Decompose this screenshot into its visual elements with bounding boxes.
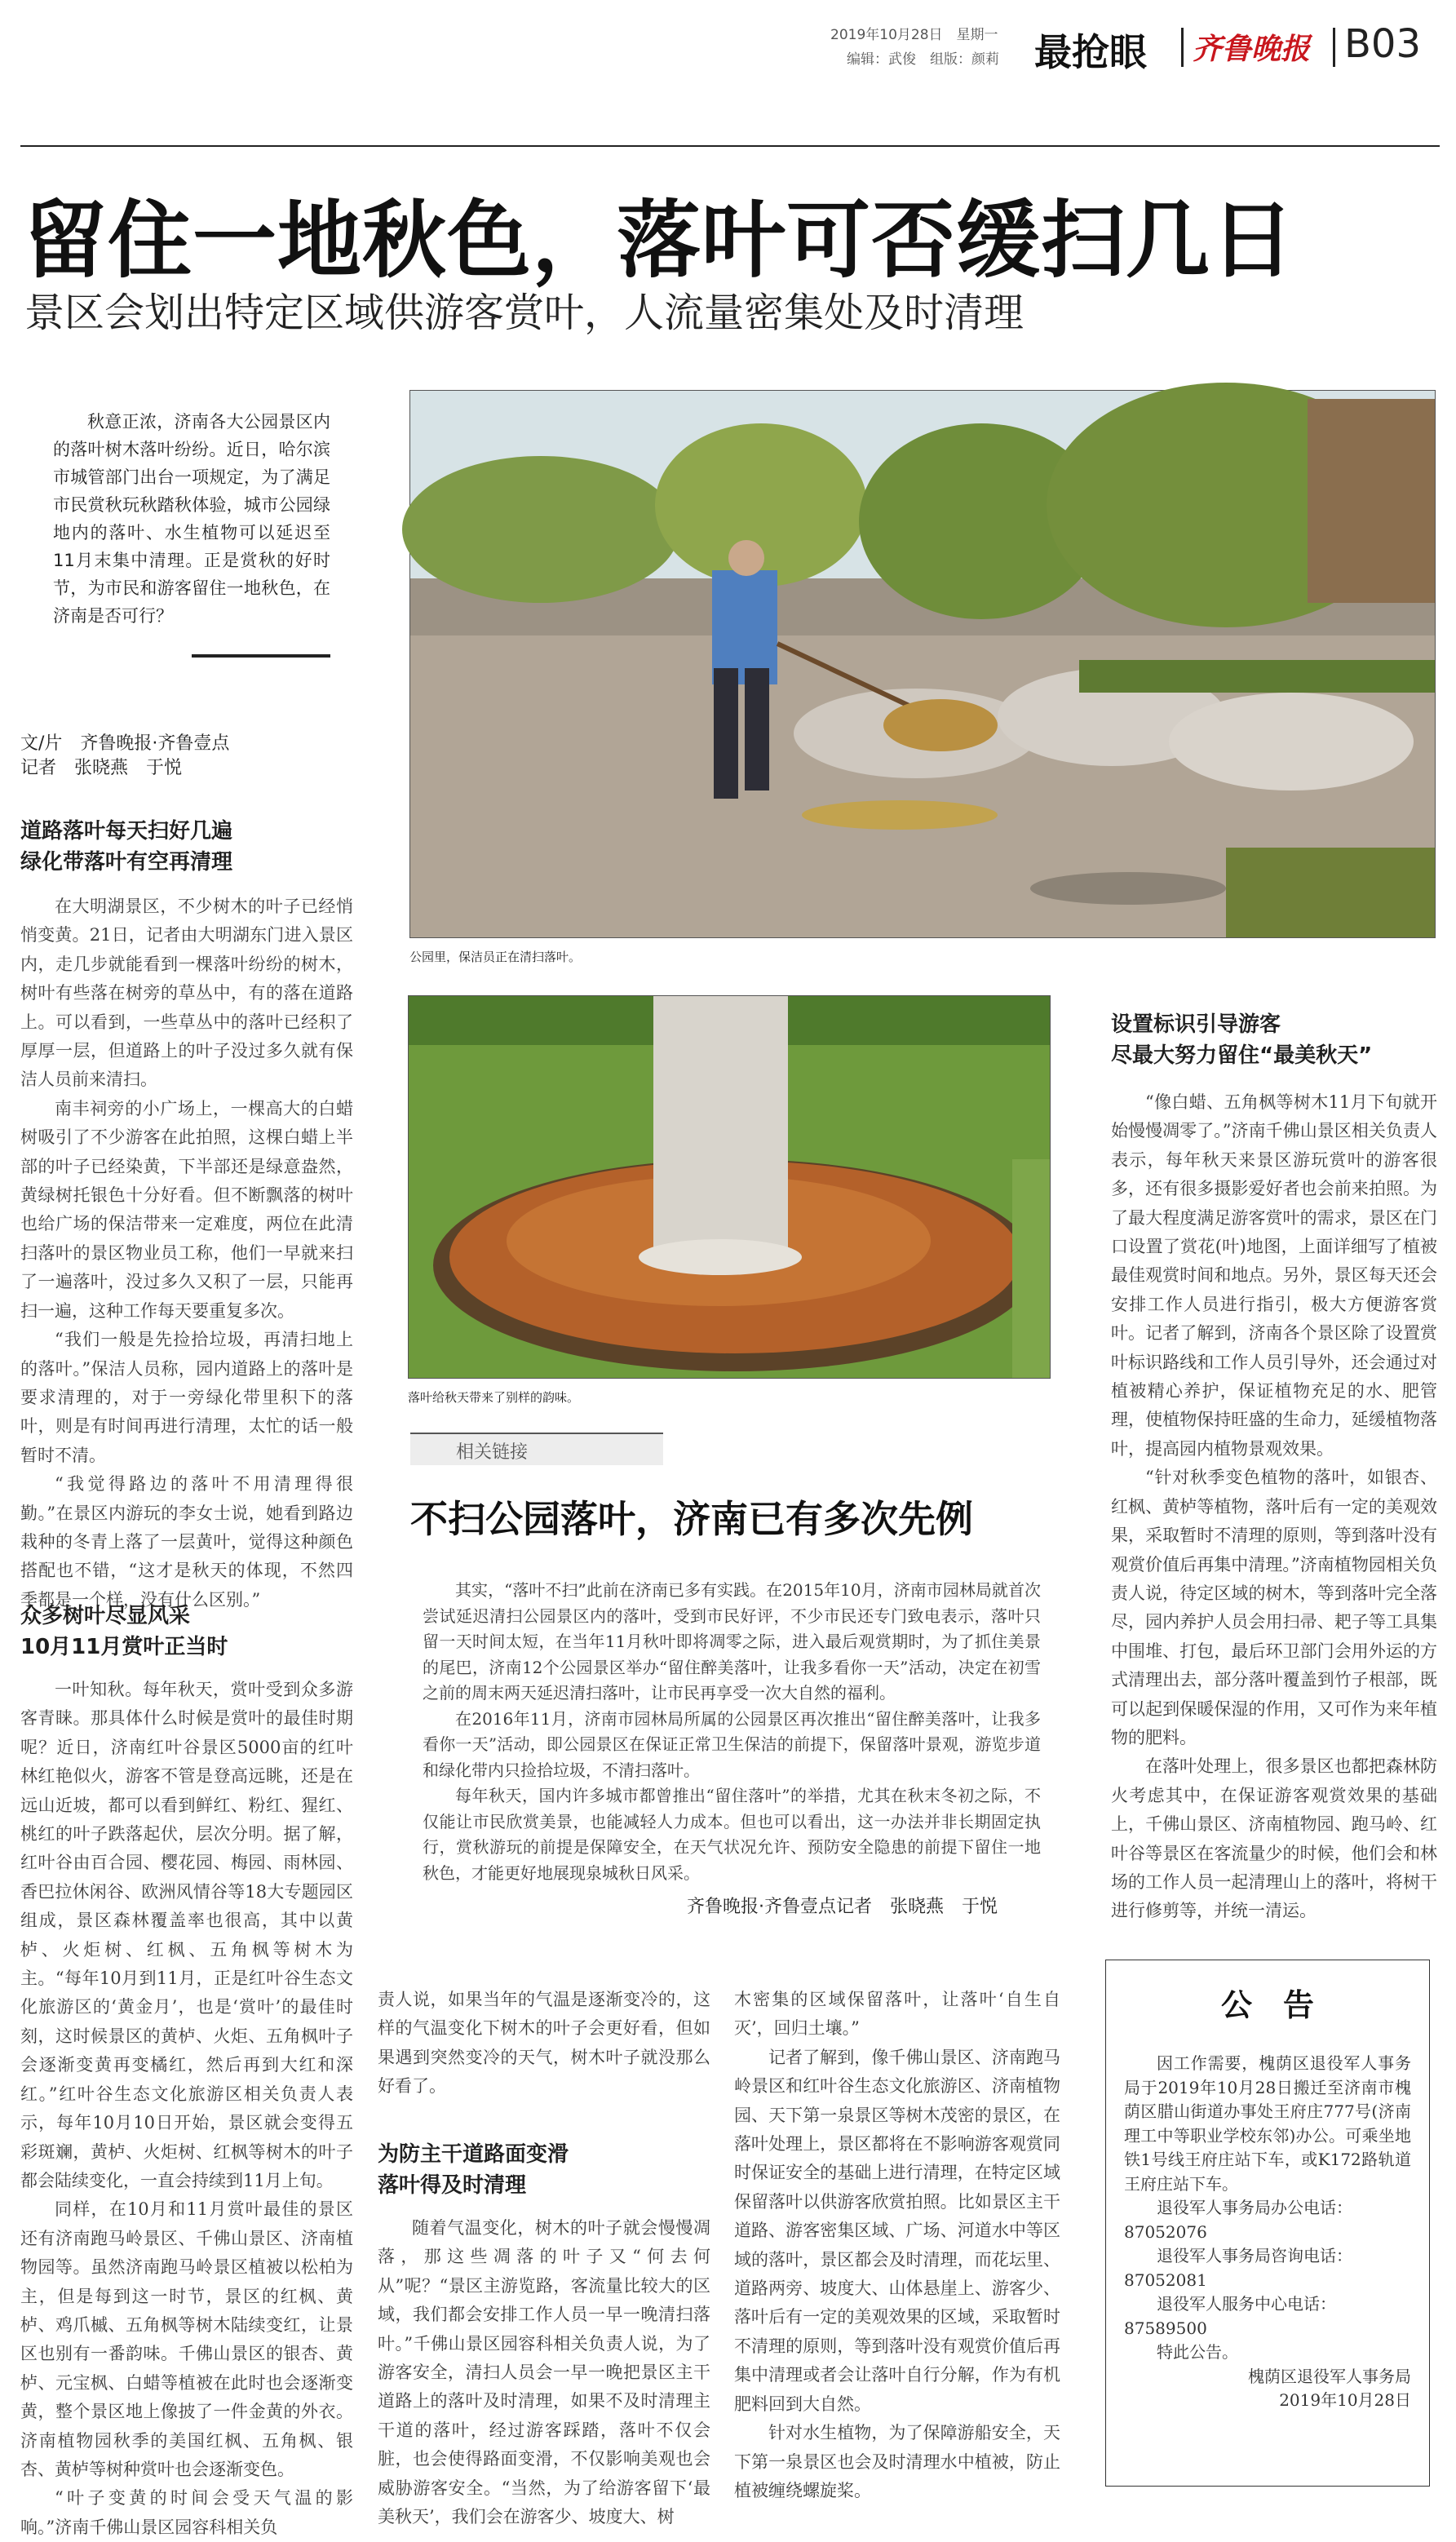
photo-sweeper xyxy=(409,390,1436,938)
related-byline: 齐鲁晚报·齐鲁壹点记者 张晓燕 于悦 xyxy=(687,1897,998,1917)
section4-body xyxy=(1111,1088,1437,1921)
notice-phone-3: 87589500 xyxy=(1124,2318,1207,2338)
section2-continued xyxy=(378,1986,710,2105)
section2-title-line1: 众多树叶尽显风采 xyxy=(20,1604,191,1628)
section3-title-line2: 落叶得及时清理 xyxy=(378,2173,527,2198)
section-name: 最抢眼 xyxy=(1034,30,1147,74)
leaves-photo-image xyxy=(409,996,1050,1378)
photo-leaves xyxy=(408,995,1051,1379)
section3-body-b xyxy=(734,1986,1060,2500)
main-headline: 留住一地秋色，落叶可否缓扫几日 xyxy=(23,192,1295,290)
notice-date: 2019年10月28日 xyxy=(1279,2390,1411,2410)
section3-body-a xyxy=(378,2214,710,2527)
related-tag-box xyxy=(410,1433,663,1465)
notice-title: 公 告 xyxy=(1220,1987,1314,2023)
related-title: 不扫公园落叶，济南已有多次先例 xyxy=(410,1497,973,1541)
photo2-caption: 落叶给秋天带来了别样的韵味。 xyxy=(408,1390,580,1405)
paragraph: 在落叶处理上，很多景区也都把森林防火考虑其中，在保证游客观赏效果的基础上，千佛山景区、济南植物园、跑马岭、红叶谷等景区在客流量少的时候，他们会和林场的工作人员一起清理山上的落叶，将树干进行修剪等，并统一清运。 xyxy=(1111,1756,1437,1921)
section1-title-line2: 绿化带落叶有空再清理 xyxy=(20,850,233,875)
byline-2: 记者 张晓燕 于悦 xyxy=(20,758,183,778)
paragraph: 同样，在10月和11月赏叶最佳的景区还有济南跑马岭景区、千佛山景区、济南植物园等。虽然济南跑马岭景区植被以松柏为主，但是每到这一时节，景区的红枫、黄栌、鸡爪槭、五角枫等树木陆续变红，让景区也别有一番韵味。千佛山景区的银杏、黄栌、元宝枫、白蜡等植被在此时也会逐渐变黄，整个景区地上像披了一件金黄的外衣。济南植物园秋季的美国红枫、五角枫、银杏、黄栌等树种赏叶也会逐渐变色。 xyxy=(20,2199,353,2479)
related-tag: 相关链接 xyxy=(456,1442,529,1463)
notice-label-3: 退役军人服务中心电话： xyxy=(1157,2294,1336,2314)
paragraph: 随着气温变化，树木的叶子就会慢慢凋落，那这些凋落的叶子又“何去何从”呢？“景区主游览路，客流量比较大的区域，我们都会安排工作人员一早一晚清扫落叶。”千佛山景区园容科相关负责人说，为了游客安全，清扫人员会一早一晚把景区主干道路上的落叶及时清理，如果不及时清理主干道的落叶，经过游客踩踏，落叶不仅会脏，也会使得路面变滑，不仅影响美观也会威胁游客安全。“当然，为了给游客留下‘最美秋天’，我们会在游客少、坡度大、树 xyxy=(378,2218,710,2527)
lead-rule xyxy=(192,654,330,658)
header-divider-1 xyxy=(1181,28,1184,67)
section1-title xyxy=(20,816,232,878)
related-body xyxy=(423,1578,1041,1899)
paragraph: 在大明湖景区，不少树木的叶子已经悄悄变黄。21日，记者由大明湖东门进入景区内，走几步就能看到一棵落叶纷纷的树木，树叶有些落在树旁的草丛中，有的落在道路上。可以看到，一些草丛中的落叶已经积了厚厚一层，但道路上的叶子没过多久就有保洁人员前来清扫。 xyxy=(20,897,353,1090)
paragraph: 针对水生植物，为了保障游船安全，天下第一泉景区也会及时清理水中植被，防止植被缠绕螺旋桨。 xyxy=(734,2423,1060,2500)
paragraph: “叶子变黄的时间会受天气温的影响。”济南千佛山景区园容科相关负 xyxy=(20,2488,353,2537)
notice-body xyxy=(1124,2052,1411,2413)
byline-1: 文/片 齐鲁晚报·齐鲁壹点 xyxy=(20,733,230,754)
lead-box xyxy=(53,408,330,630)
paragraph-continued: 木密集的区域保留落叶，让落叶‘自生自灭’，回归土壤。” xyxy=(734,1990,1060,2039)
paragraph: “像白蜡、五角枫等树木11月下旬就开始慢慢凋零了。”济南千佛山景区相关负责人表示，每年秋天来景区游玩赏叶的游客很多，还有很多摄影爱好者也会前来拍照。为了最大程度满足游客赏叶的需求，景区在门口设置了赏花(叶)地图，上面详细写了植被最佳观赏时间和地点。另外，景区每天还会安排工作人员进行指引，极大方便游客赏叶。记者了解到，济南各个景区除了设置赏叶标识路线和工作人员引导外，还会通过对植被精心养护，保证植物充足的水、肥管理，使植物保持旺盛的生命力，延缓植物落叶，提高园内植物景观效果。 xyxy=(1111,1092,1437,1459)
section3-title xyxy=(378,2139,569,2201)
paragraph: 每年秋天，国内许多城市都曾推出“留住落叶”的举措，尤其在秋末冬初之际，不仅能让市民欣赏美景，也能减轻人力成本。但也可以看出，这一办法并非长期固定执行，赏秋游玩的前提是保障安全，在天气状况允许、预防安全隐患的前提下留住一地秋色，才能更好地展现泉城秋日风采。 xyxy=(423,1786,1041,1883)
photo1-caption: 公园里，保洁员正在清扫落叶。 xyxy=(409,950,582,964)
section4-title-line1: 设置标识引导游客 xyxy=(1111,1012,1281,1037)
section4-title xyxy=(1111,1009,1372,1071)
section1-title-line1: 道路落叶每天扫好几遍 xyxy=(20,819,233,844)
section2-title xyxy=(20,1601,228,1663)
paper-logo: 齐鲁晚报 xyxy=(1193,32,1311,66)
header-rule xyxy=(20,145,1440,147)
header-divider-2 xyxy=(1333,28,1335,67)
section1-body xyxy=(20,892,353,1610)
notice-phone-2: 87052081 xyxy=(1124,2270,1207,2290)
notice-label-1: 退役军人事务局办公电话： xyxy=(1157,2198,1352,2217)
paragraph: 记者了解到，像千佛山景区、济南跑马岭景区和红叶谷生态文化旅游区、济南植物园、天下第一泉景区等树木茂密的景区，在落叶处理上，景区都将在不影响游客观赏同时保证安全的基础上进行清理，在特定区域保留落叶以供游客欣赏拍照。比如景区主干道路、游客密集区域、广场、河道水中等区域的落叶，景区都会及时清理，而花坛里、道路两旁、坡度大、山体悬崖上、游客少、落叶后有一定的美观效果的区域，采取暂时不清理的原则，等到落叶没有观赏价值后再集中清理或者会让落叶自行分解，作为有机肥料回到大自然。 xyxy=(734,2047,1060,2414)
notice-closing: 特此公告。 xyxy=(1157,2342,1238,2362)
notice-label-2: 退役军人事务局咨询电话： xyxy=(1157,2246,1352,2265)
notice-text: 因工作需要，槐荫区退役军人事务局于2019年10月28日搬迁至济南市槐荫区腊山街道办事处王府庄777号(济南理工中等职业学校东邻)办公。可乘坐地铁1号线王府庄站下车，或K172路轨道王府庄站下车。 xyxy=(1124,2053,1411,2194)
section3-title-line1: 为防主干道路面变滑 xyxy=(378,2142,569,2167)
section2-body xyxy=(20,1676,353,2537)
notice-signer: 槐荫区退役军人事务局 xyxy=(1248,2366,1411,2386)
notice-box xyxy=(1105,1960,1430,2487)
paragraph: “我们一般是先捡拾垃圾，再清扫地上的落叶。”保洁人员称，园内道路上的落叶是要求清理的，对于一旁绿化带里积下的落叶，则是有时间再进行清理，太忙的话一般暂时不清。 xyxy=(20,1330,353,1465)
header-date: 2019年10月28日 星期一 xyxy=(830,27,998,43)
paragraph: 其实，“落叶不扫”此前在济南已多有实践。在2015年10月，济南市园林局就首次尝试延迟清扫公园景区内的落叶，受到市民好评，不少市民还专门致电表示，落叶只留一天时间太短，在当年11月秋叶即将凋零之际，进入最后观赏期时，为了抓住美景的尾巴，济南12个公园景区举办“留住醉美落叶，让我多看你一天”活动，决定在初雪之前的周末两天延迟清扫落叶，让市民再享受一次大自然的福利。 xyxy=(423,1580,1041,1703)
paragraph-continued: 责人说，如果当年的气温是逐渐变冷的，这样的气温变化下树木的叶子会更好看，但如果遇到突然变冷的天气，树木叶子就没那么好看了。 xyxy=(378,1990,710,2097)
sweeper-photo-image xyxy=(410,391,1435,937)
page-number: B03 xyxy=(1344,21,1422,67)
paragraph: “我觉得路边的落叶不用清理得很勤。”在景区内游玩的李女士说，她看到路边栽种的冬青上落了一层黄叶，觉得这种颜色搭配也不错，“这才是秋天的体现，不然四季都是一个样，没有什么区别。” xyxy=(20,1474,353,1610)
paragraph: 一叶知秋。每年秋天，赏叶受到众多游客青睐。那具体什么时候是赏叶的最佳时期呢？近日，济南红叶谷景区5000亩的红叶林红艳似火，游客不管是登高远眺，还是在远山近坡，都可以看到鲜红、粉红、猩红、桃红的叶子跌落起伏，层次分明。据了解，红叶谷由百合园、樱花园、梅园、雨林园、香巴拉休闲谷、欧洲风情谷等18大专题园区组成，景区森林覆盖率也很高，其中以黄栌、火炬树、红枫、五角枫等树木为主。“每年10月到11月，正是红叶谷生态文化旅游区的‘黄金月’，也是‘赏叶’的最佳时刻，这时候景区的黄栌、火炬、五角枫叶子会逐渐变黄再变橘红，然后再到大红和深红。”红叶谷生态文化旅游区相关负责人表示，每年10月10日开始，景区就会变得五彩斑斓，黄栌、火炬树、红枫等树木的叶子都会陆续变化，一直会持续到11月上旬。 xyxy=(20,1680,353,2190)
header-editor: 编辑：武俊 组版：颜莉 xyxy=(847,51,999,68)
headline-subtitle: 景区会划出特定区域供游客赏叶，人流量密集处及时清理 xyxy=(24,290,1025,336)
paragraph: 在2016年11月，济南市园林局所属的公园景区再次推出“留住醉美落叶，让我多看你一天”活动，即公园景区在保证正常卫生保洁的前提下，保留落叶景观，游览步道和绿化带内只捡拾垃圾，不清扫落叶。 xyxy=(423,1708,1041,1780)
paragraph: “针对秋季变色植物的落叶，如银杏、红枫、黄栌等植物，落叶后有一定的美观效果，采取暂时不清理的原则，等到落叶没有观赏价值后再集中清理。”济南植物园相关负责人说，待定区域的树木，等到落叶完全落尽，园内养护人员会用扫帚、耙子等工具集中围堆、打包，最后环卫部门会用外运的方式清理出去，部分落叶覆盖到竹子根部，既可以起到保暖保湿的作用，又可作为来年植物的肥料。 xyxy=(1111,1468,1437,1747)
section4-title-line2: 尽最大努力留住“最美秋天” xyxy=(1111,1043,1373,1068)
section2-title-line2: 10月11月赏叶正当时 xyxy=(20,1635,228,1659)
lead-text: 秋意正浓，济南各大公园景区内的落叶树木落叶纷纷。近日，哈尔滨市城管部门出台一项规定，为了满足市民赏秋玩秋踏秋体验，城市公园绿地内的落叶、水生植物可以延迟至11月末集中清理。正是赏秋的好时节，为市民和游客留住一地秋色，在济南是否可行？ xyxy=(53,412,330,626)
notice-phone-1: 87052076 xyxy=(1124,2221,1207,2242)
paragraph: 南丰祠旁的小广场上，一棵高大的白蜡树吸引了不少游客在此拍照，这棵白蜡上半部的叶子已经染黄，下半部还是绿意盎然，黄绿树托银色十分好看。但不断飘落的树叶也给广场的保洁带来一定难度，两位在此清扫落叶的景区物业员工称，他们一早就来扫了一遍落叶，没过多久又积了一层，只能再扫一遍，这种工作每天要重复多次。 xyxy=(20,1098,353,1321)
